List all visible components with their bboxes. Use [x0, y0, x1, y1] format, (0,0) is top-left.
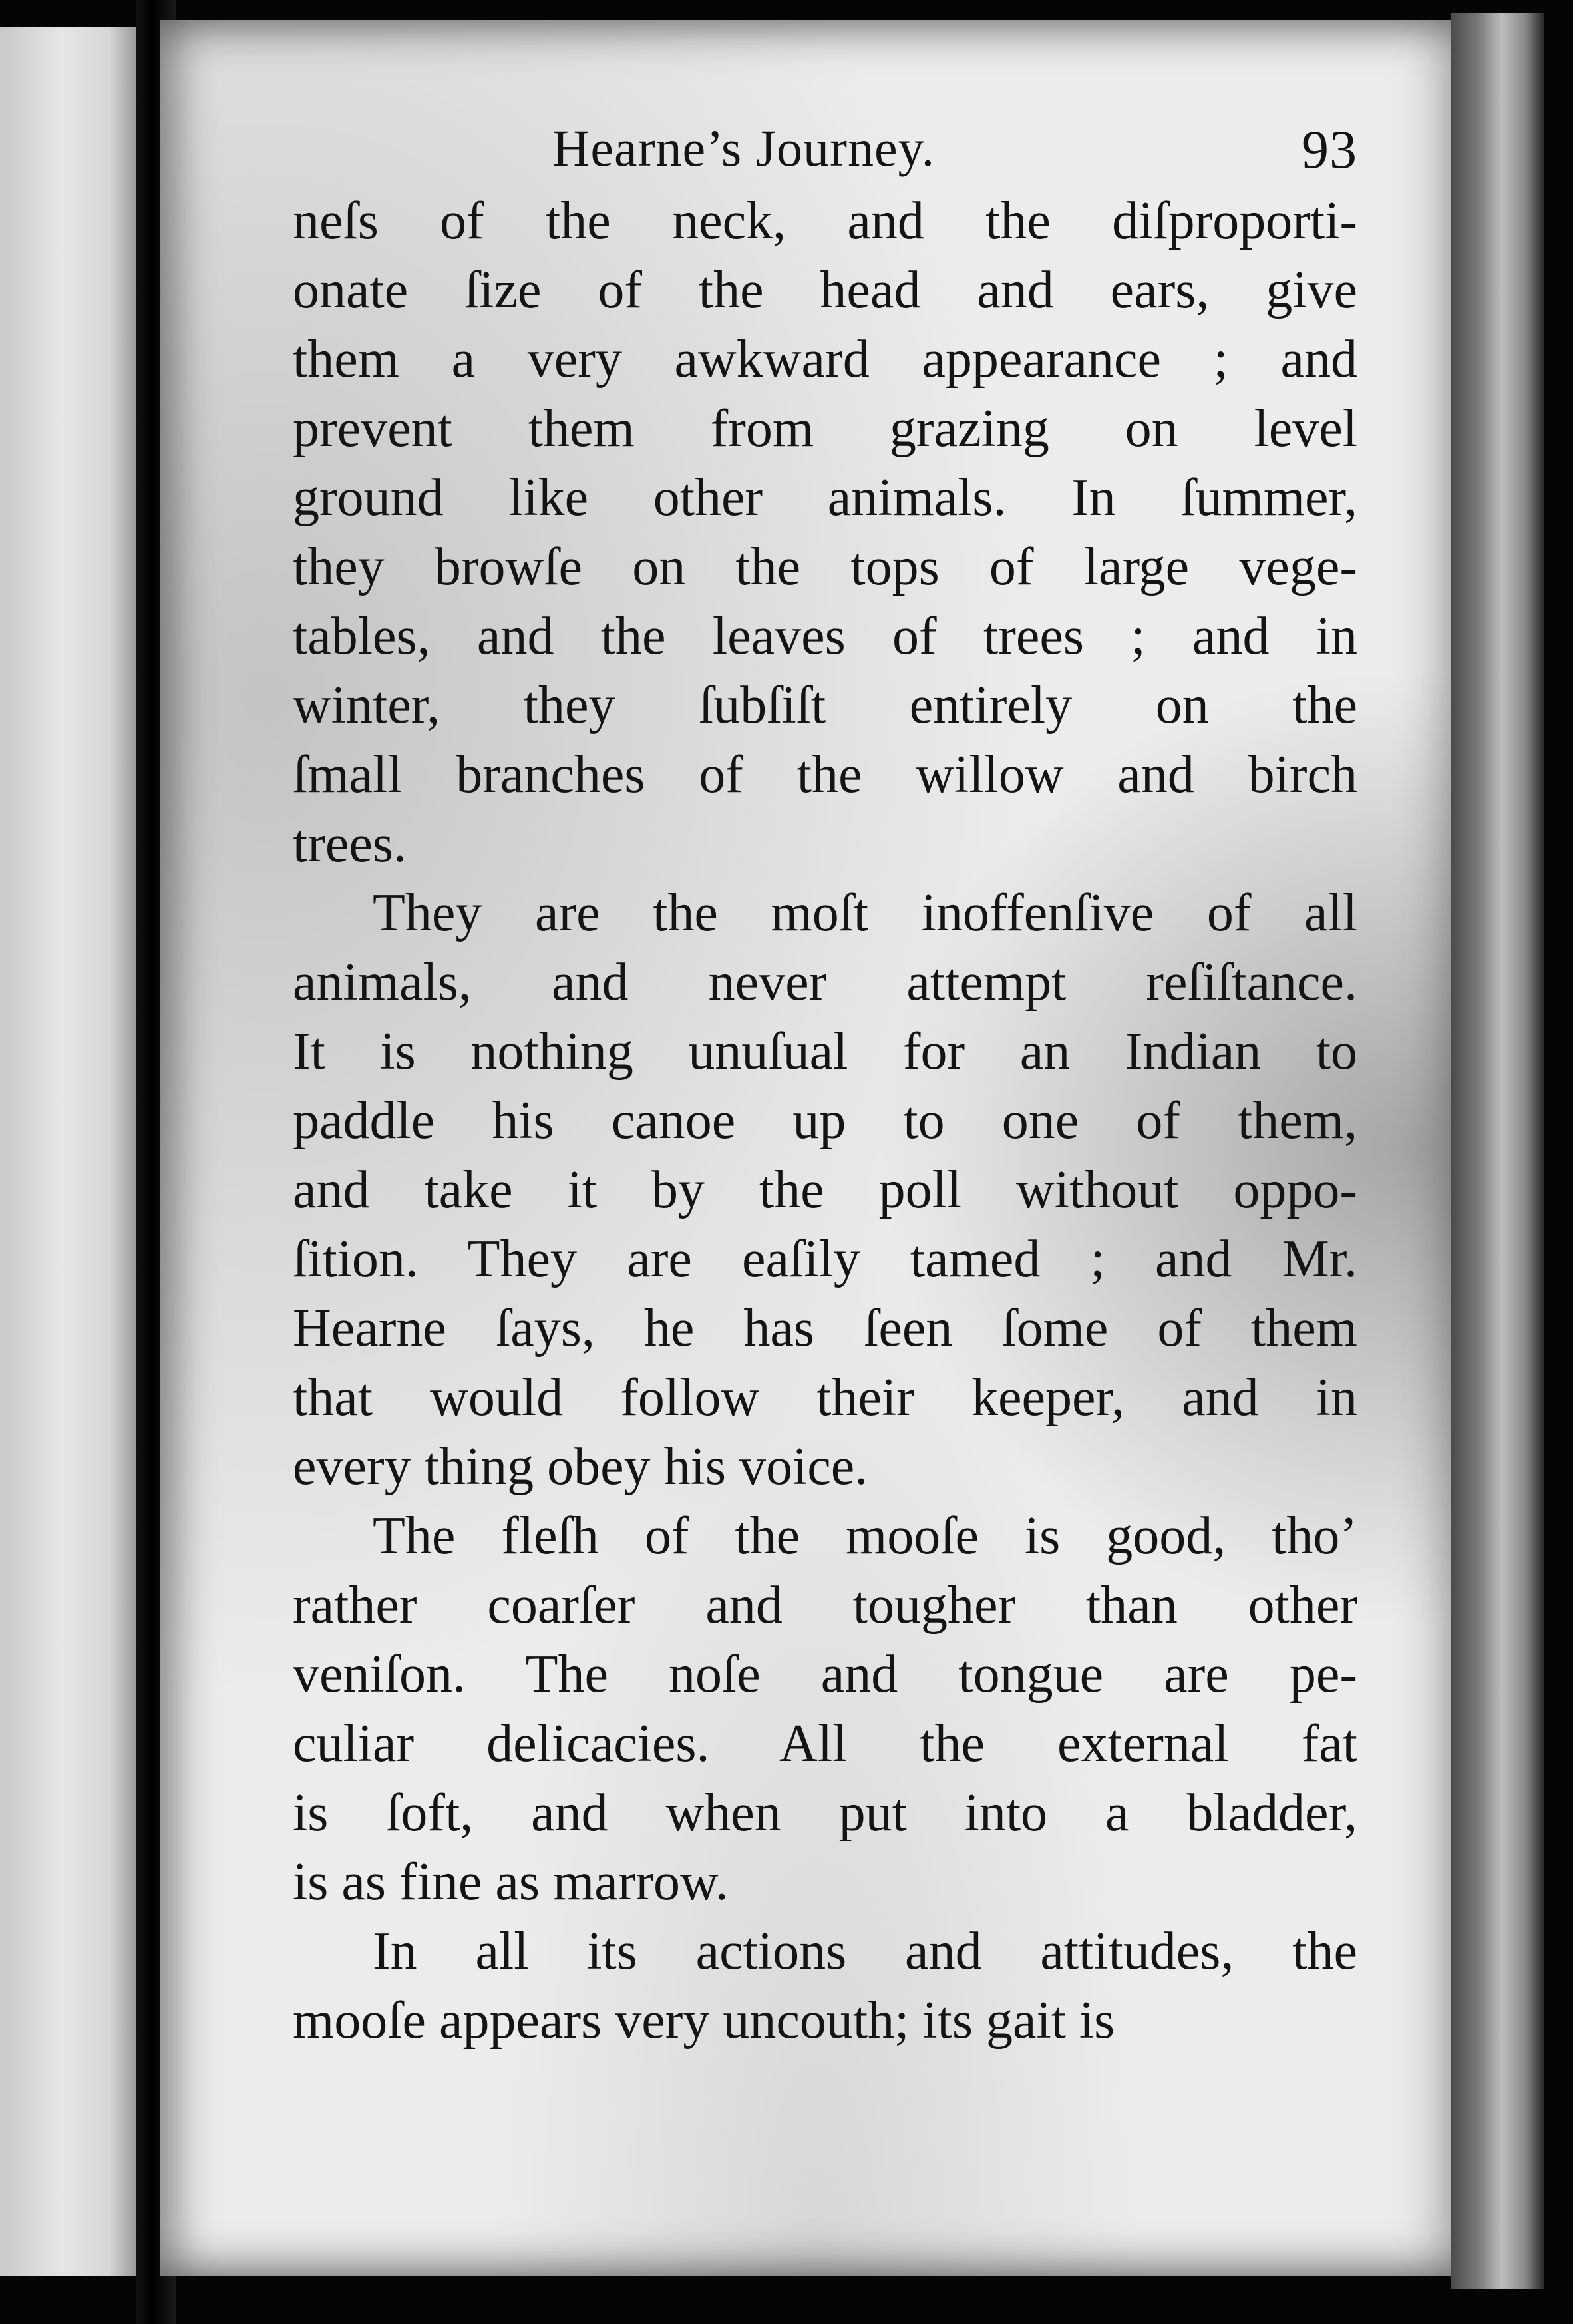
text-line: veniſon. The noſe and tongue are pe-	[293, 1645, 1357, 1704]
paragraph	[293, 878, 1357, 1501]
running-head-title: Hearne’s Journey.	[552, 119, 936, 177]
text-line: In all its actions and attitudes, the	[373, 1922, 1357, 1981]
page-number: 93	[1302, 119, 1357, 180]
text-line: Hearne ſays, he has ſeen ſome of them	[293, 1299, 1357, 1358]
page-text	[293, 100, 1357, 2055]
text-line: animals, and never attempt reſiſtance.	[293, 953, 1357, 1012]
running-head	[293, 100, 1357, 186]
text-line: and take it by the poll without oppo-	[293, 1161, 1357, 1219]
text-line: winter, they ſubſiſt entirely on the	[293, 676, 1357, 735]
text-line: they browſe on the tops of large vege-	[293, 538, 1357, 596]
text-line: prevent them from grazing on level	[293, 399, 1357, 458]
paragraph	[293, 186, 1357, 878]
text-line: culiar delicacies. All the external fat	[293, 1714, 1357, 1773]
text-line: rather coarſer and tougher than other	[293, 1576, 1357, 1635]
text-line: is as fine as marrow.	[293, 1853, 729, 1911]
text-line: mooſe appears very uncouth; its gait is	[293, 1991, 1115, 2050]
text-line: neſs of the neck, and the diſproporti-	[293, 192, 1357, 250]
text-line: They are the moſt inoffenſive of all	[373, 884, 1357, 942]
text-line: ſmall branches of the willow and birch	[293, 745, 1357, 804]
facing-page-edge	[0, 27, 136, 2276]
text-line: every thing obey his voice.	[293, 1438, 868, 1496]
text-line: The fleſh of the mooſe is good, tho’	[373, 1507, 1357, 1565]
text-line: ſition. They are eaſily tamed ; and Mr.	[293, 1230, 1357, 1288]
text-line: ground like other animals. In ſummer,	[293, 469, 1357, 527]
text-line: onate ſize of the head and ears, give	[293, 261, 1357, 319]
text-line: them a very awkward appearance ; and	[293, 330, 1357, 389]
text-line: that would follow their keeper, and in	[293, 1368, 1357, 1427]
page-fore-edge	[1451, 13, 1544, 2289]
text-line: paddle his canoe up to one of them,	[293, 1091, 1357, 1150]
text-line: It is nothing unuſual for an Indian to	[293, 1022, 1357, 1081]
text-line: tables, and the leaves of trees ; and in	[293, 607, 1357, 666]
paragraph	[293, 1501, 1357, 1917]
text-line: trees.	[293, 815, 407, 873]
body-text	[293, 186, 1357, 2055]
paragraph	[293, 1917, 1357, 2055]
text-line: is ſoft, and when put into a bladder,	[293, 1784, 1357, 1842]
